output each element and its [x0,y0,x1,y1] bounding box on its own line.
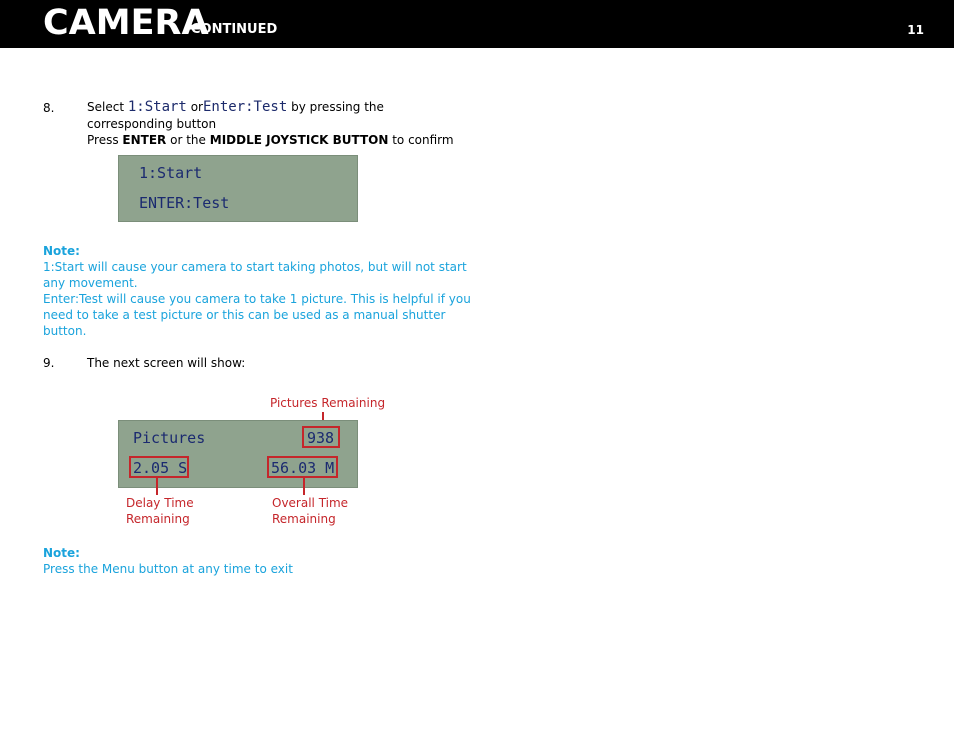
lcd-overall-value: 56.03 M [271,459,335,477]
lcd-start-line: 1:Start [139,164,203,182]
page-subtitle: CONTINUED [191,22,278,37]
overall-value-highlight [267,456,338,478]
option-enter-test: Enter:Test [202,99,288,115]
confirm-word: to confirm [392,133,454,147]
step-8-line2: corresponding button [87,117,217,131]
pictures-remaining-label: Pictures Remaining [270,396,386,410]
step-9-number: 9. [43,356,55,370]
note-1-line: 1:Start will cause your camera to start taking photos, but will not start [43,260,467,274]
step-9-text: The next screen will show: [87,356,246,370]
note-2-text: Press the Menu button at any time to exit [43,562,293,576]
delay-time-label: Delay Time [126,496,194,510]
note-1-line: need to take a test picture or this can be used as a manual shutter [43,308,446,322]
note-2-heading: Note: [43,546,80,560]
note-1-line: Enter:Test will cause you camera to take 1 picture. This is helpful if you [43,292,471,306]
lcd-display-start [118,155,358,222]
overall-time-label: Overall Time [272,496,349,510]
or-word: or [190,100,203,114]
step-8-number: 8. [43,101,55,115]
step-8-line3 [87,132,454,148]
lcd-pictures-label: Pictures [133,429,206,447]
enter-label: ENTER [122,133,167,147]
press-word: Press [87,133,119,147]
lcd-enter-test-line: ENTER:Test [139,194,230,212]
overall-time-pointer [303,477,305,495]
note-1-line: any movement. [43,276,138,290]
or-the-word: or the [170,133,206,147]
pictures-value-highlight [302,426,340,448]
select-word: Select [87,100,125,114]
delay-value-highlight [129,456,189,478]
page-header [0,0,954,48]
lcd-pictures-value: 938 [307,429,335,447]
page-title: CAMERA [43,3,209,43]
delay-time-pointer [156,477,158,495]
option-start: 1:Start [127,99,187,115]
step-8-rest: by pressing the [291,100,384,114]
note-1-heading: Note: [43,244,80,258]
delay-time-label: Remaining [126,512,190,526]
note-1-line: button. [43,324,87,338]
overall-time-label: Remaining [272,512,336,526]
joystick-label: MIDDLE JOYSTICK BUTTON [209,133,389,147]
lcd-delay-value: 2.05 S [133,459,188,477]
page-number: 11 [907,23,924,37]
step-8-line1 [87,97,384,117]
